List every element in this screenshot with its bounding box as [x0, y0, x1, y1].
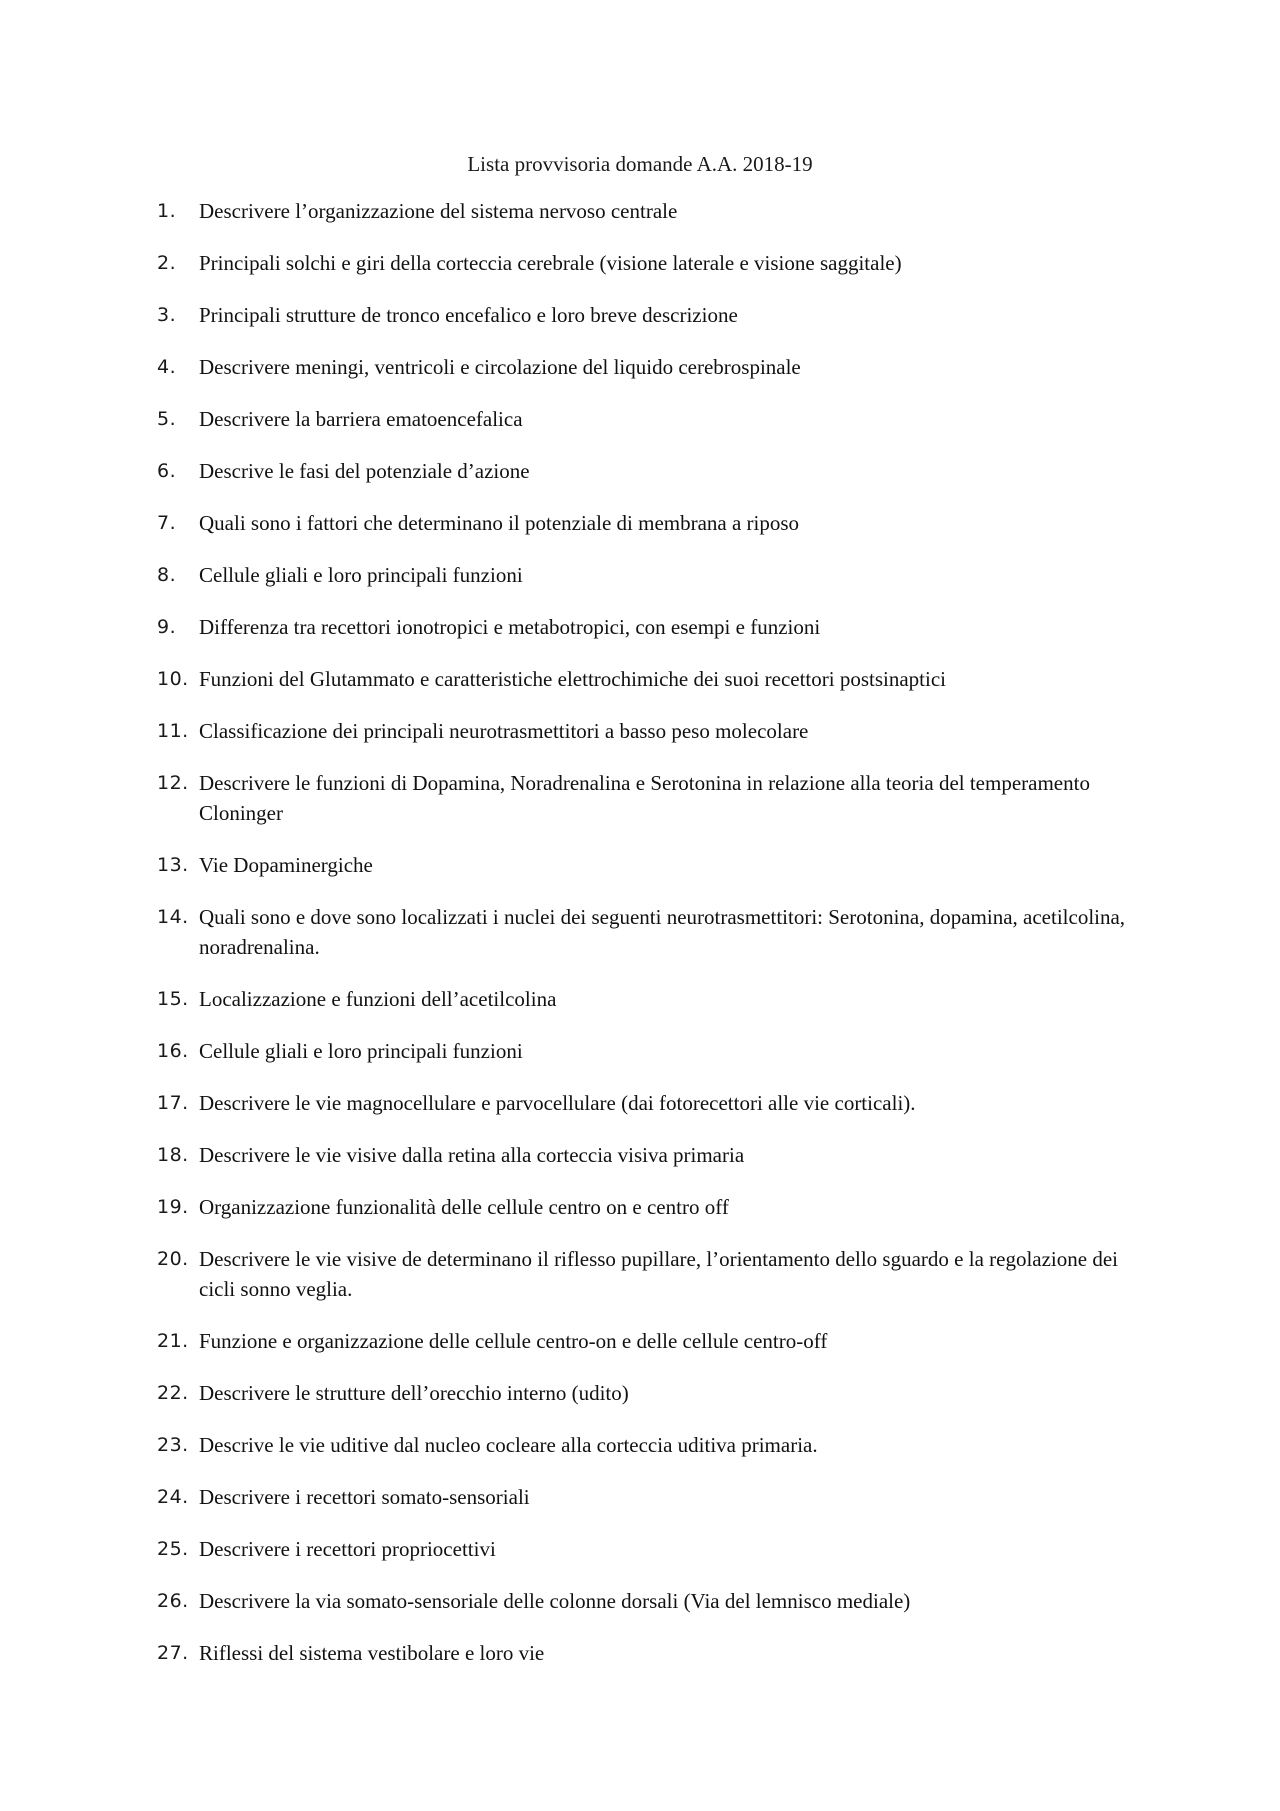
question-number: 7.: [157, 512, 177, 534]
question-text: Descrivere la barriera ematoencefalica: [199, 407, 523, 431]
question-number: 24.: [157, 1486, 189, 1508]
question-item: [157, 1482, 1147, 1512]
question-number: 4.: [157, 356, 177, 378]
question-text: Funzioni del Glutammato e caratteristiche elettrochimiche dei suoi recettori postsinaptici: [199, 667, 947, 691]
question-text: Descrivere i recettori somato-sensoriali: [199, 1485, 530, 1509]
question-item: [157, 248, 1147, 278]
question-text: Cellule gliali e loro principali funzioni: [199, 563, 523, 587]
question-item: [157, 612, 1147, 642]
question-text: Principali strutture de tronco encefalico e loro breve descrizione: [199, 303, 738, 327]
question-item: [157, 716, 1147, 746]
question-text: Descrivere la via somato-sensoriale delle colonne dorsali (Via del lemnisco mediale): [199, 1589, 911, 1613]
question-text: Riflessi del sistema vestibolare e loro vie: [199, 1641, 545, 1665]
question-number: 1.: [157, 200, 177, 222]
question-text: Localizzazione e funzioni dell’acetilcolina: [199, 987, 557, 1011]
question-item: [157, 1378, 1147, 1408]
question-text: Descrivere le vie magnocellulare e parvocellulare (dai fotorecettori alle vie corticali).: [199, 1091, 916, 1115]
question-text: Descrivere le strutture dell’orecchio interno (udito): [199, 1381, 629, 1405]
question-number: 6.: [157, 460, 177, 482]
question-text: Descrivere le vie visive dalla retina alla corteccia visiva primaria: [199, 1143, 745, 1167]
question-number: 25.: [157, 1538, 189, 1560]
question-item: [157, 352, 1147, 382]
question-number: 10.: [157, 668, 189, 690]
question-number: 5.: [157, 408, 177, 430]
question-text: Descrive le fasi del potenziale d’azione: [199, 459, 530, 483]
question-text: Vie Dopaminergiche: [199, 853, 373, 877]
question-item: [157, 1586, 1147, 1616]
question-list: [157, 196, 1147, 1690]
question-text: Descrivere i recettori propriocettivi: [199, 1537, 496, 1561]
question-number: 15.: [157, 988, 189, 1010]
question-item: [157, 1326, 1147, 1356]
question-item: [157, 1140, 1147, 1170]
question-number: 27.: [157, 1642, 189, 1664]
question-number: 14.: [157, 906, 189, 928]
question-number: 23.: [157, 1434, 189, 1456]
question-item: [157, 1036, 1147, 1066]
question-number: 11.: [157, 720, 189, 742]
question-item: [157, 902, 1147, 962]
question-item: [157, 1534, 1147, 1564]
question-item: [157, 560, 1147, 590]
question-number: 12.: [157, 772, 189, 794]
document-title: Lista provvisoria domande A.A. 2018-19: [467, 152, 813, 176]
question-number: 22.: [157, 1382, 189, 1404]
question-item: [157, 1430, 1147, 1460]
question-item: [157, 196, 1147, 226]
question-number: 2.: [157, 252, 177, 274]
question-text: Descrive le vie uditive dal nucleo cocleare alla corteccia uditiva primaria.: [199, 1433, 818, 1457]
question-item: [157, 300, 1147, 330]
question-text: Descrivere meningi, ventricoli e circolazione del liquido cerebrospinale: [199, 355, 801, 379]
question-item: [157, 456, 1147, 486]
question-number: 16.: [157, 1040, 189, 1062]
question-number: 26.: [157, 1590, 189, 1612]
question-item: [157, 404, 1147, 434]
question-text: Differenza tra recettori ionotropici e metabotropici, con esempi e funzioni: [199, 615, 821, 639]
question-number: 9.: [157, 616, 177, 638]
question-number: 13.: [157, 854, 189, 876]
question-item: [157, 984, 1147, 1014]
question-text: Descrivere l’organizzazione del sistema nervoso centrale: [199, 199, 678, 223]
question-item: [157, 1244, 1147, 1304]
question-item: [157, 768, 1147, 828]
question-item: [157, 1638, 1147, 1668]
question-item: [157, 1088, 1147, 1118]
question-number: 8.: [157, 564, 177, 586]
question-item: [157, 664, 1147, 694]
question-text: Descrivere le vie visive de determinano il riflesso pupillare, l’orientamento dello sguardo e la regolazione dei cicli sonno veglia.: [199, 1247, 1118, 1301]
question-number: 17.: [157, 1092, 189, 1114]
question-number: 18.: [157, 1144, 189, 1166]
question-item: [157, 508, 1147, 538]
question-number: 19.: [157, 1196, 189, 1218]
question-text: Quali sono i fattori che determinano il potenziale di membrana a riposo: [199, 511, 800, 535]
question-text: Cellule gliali e loro principali funzioni: [199, 1039, 523, 1063]
question-text: Funzione e organizzazione delle cellule centro-on e delle cellule centro-off: [199, 1329, 828, 1353]
question-text: Descrivere le funzioni di Dopamina, Noradrenalina e Serotonina in relazione alla teoria del temperamento Cloninger: [199, 771, 1090, 825]
question-number: 21.: [157, 1330, 189, 1352]
question-number: 20.: [157, 1248, 189, 1270]
question-number: 3.: [157, 304, 177, 326]
question-text: Quali sono e dove sono localizzati i nuclei dei seguenti neurotrasmettitori: Serotonina, dopamina, acetilcolina, noradrenalina.: [199, 905, 1126, 959]
question-text: Classificazione dei principali neurotrasmettitori a basso peso molecolare: [199, 719, 809, 743]
question-text: Principali solchi e giri della corteccia cerebrale (visione laterale e visione saggitale): [199, 251, 902, 275]
question-item: [157, 850, 1147, 880]
question-item: [157, 1192, 1147, 1222]
question-text: Organizzazione funzionalità delle cellule centro on e centro off: [199, 1195, 729, 1219]
